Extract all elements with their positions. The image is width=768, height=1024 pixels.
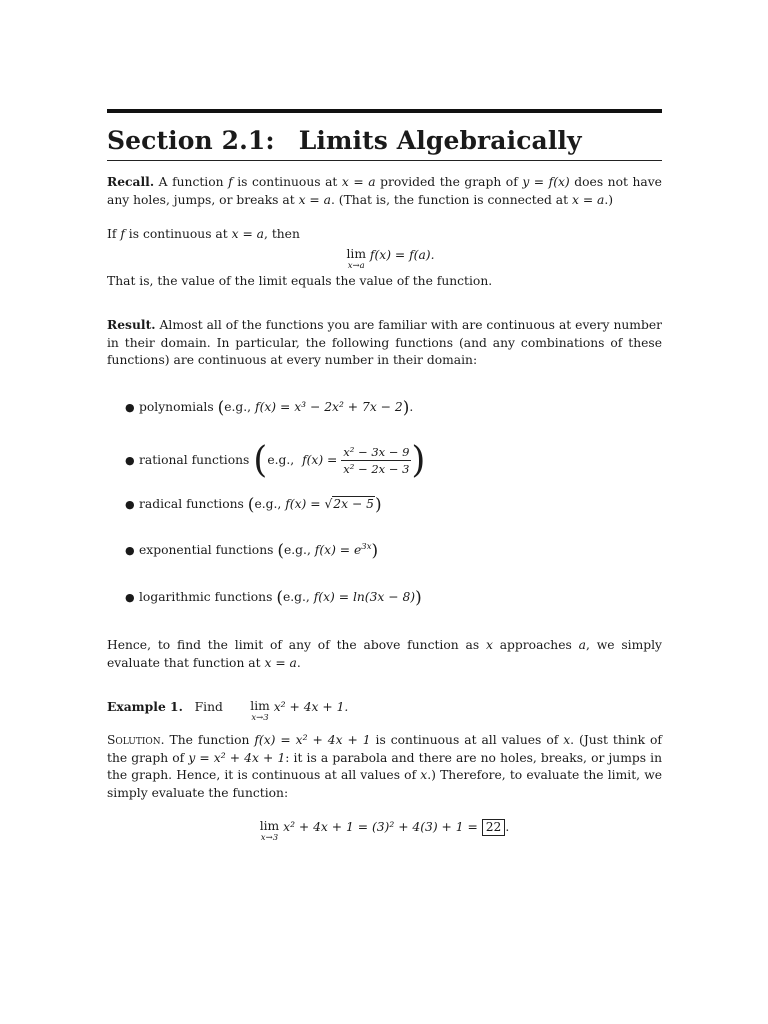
solution-paragraph: Solution. The function f(x) = x² + 4x + 1 is continuous at all values of x. (Just think of the graph of y = x² + 4x + 1: it is a parabola and there are no holes, breaks, or jumps in the graph. Hence, it is continuous at all values of x.) Therefore, to evaluate the limit, we simply evaluate the function: <box>107 733 663 800</box>
example-1: Example 1. Find lim x→3 x² + 4x + 1. <box>107 698 349 723</box>
hence-paragraph: Hence, to find the limit of any of the above function as x approaches a, we simply evaluate that function at x = a. <box>107 638 662 670</box>
continuity-paragraph: If f is continuous at x = a, then <box>107 227 300 241</box>
title-rule <box>107 160 662 161</box>
section-name: Limits Algebraically <box>298 126 582 155</box>
example-label: Example 1. <box>107 699 183 714</box>
result-label: Result. <box>107 317 156 332</box>
bullet-icon: ● <box>125 544 135 557</box>
result-paragraph: Result. Almost all of the functions you are familiar with are continuous at every number in their domain. In particular, the following functions (and any combinations of these functions) are continuous at every number in their domain: <box>107 317 662 367</box>
answer-box: 22 <box>482 819 506 836</box>
bullet-icon: ● <box>125 591 135 604</box>
list-item-rational: ● rational functions (e.g., f(x) = $\frac{\text{x² − 3x − 9}}{\text{x² − 2x − 3}}$ ) <box>125 440 426 481</box>
bullet-icon: ● <box>125 498 135 511</box>
rational-fraction: $\frac{\text{x² − 3x − 9}}{\text{x² − 2x − 3}}$ <box>343 445 410 476</box>
list-item-logarithmic: ● logarithmic functions (e.g., f(x) = ln(3x − 8)) <box>125 588 422 608</box>
section-title <box>107 126 582 155</box>
limit-operator: lim x→a <box>346 246 367 271</box>
final-equation: lim x→3 x² + 4x + 1 = (3)² + 4(3) + 1 = 22 . <box>259 818 510 843</box>
bullet-icon: ● <box>125 401 135 414</box>
section-number: Section 2.1: <box>107 126 275 155</box>
limit-operator: lim x→3 <box>259 818 280 843</box>
limit-operator: lim x→3 <box>250 698 270 723</box>
continuity-formula: lim x→a f(x) = f(a). <box>346 246 435 271</box>
bullet-icon: ● <box>125 454 135 467</box>
list-item-exponential: ● exponential functions (e.g., $f(x) = e^{3x}$) <box>125 541 379 561</box>
recall-label: Recall. <box>107 174 155 189</box>
list-item-polynomials: ● polynomials (e.g., f(x) = x³ − 2x² + 7x − 2). <box>125 398 414 418</box>
list-item-radical: ● radical functions (e.g., f(x) = √2x − 5) <box>125 495 382 515</box>
top-rule <box>107 109 662 113</box>
continuity-note: That is, the value of the limit equals the value of the function. <box>107 274 493 288</box>
recall-paragraph: Recall. A function f is continuous at x = a provided the graph of y = f(x) does not have any holes, jumps, or breaks at x = a. (That is, the function is connected at x = a.) <box>107 174 662 207</box>
solution-label: Solution. <box>107 733 165 747</box>
sqrt-icon: √ <box>324 497 333 511</box>
